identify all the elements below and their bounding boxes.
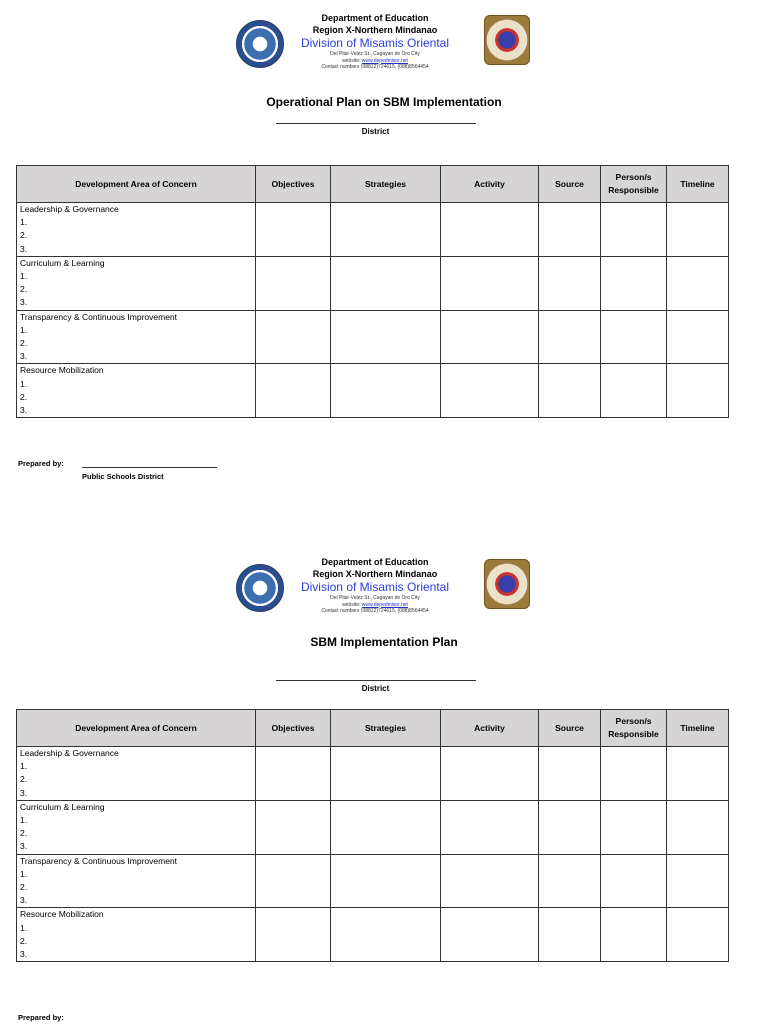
source-cell[interactable] [539,854,601,908]
col-header-responsible: Person/s Responsible [601,166,667,203]
district-blank-line[interactable] [276,680,476,681]
division-name: Division of Misamis Oriental [300,580,450,594]
list-item: 1. [20,922,28,933]
list-item: 3. [20,841,28,852]
list-item: 1. [20,324,28,335]
website-label: website: [342,57,361,64]
list-item: 3. [20,787,28,798]
responsible-cell[interactable] [601,800,667,854]
timeline-cell[interactable] [667,310,729,364]
area-cell[interactable] [17,364,256,418]
col-header-timeline: Timeline [667,710,729,747]
activity-cell[interactable] [441,747,539,801]
list-item: 1. [20,271,28,282]
letterhead-1 [0,12,768,74]
objectives-cell[interactable] [256,203,331,257]
timeline-cell[interactable] [667,908,729,962]
source-cell[interactable] [539,203,601,257]
col-header-source: Source [539,710,601,747]
col-header-objectives: Objectives [256,166,331,203]
area-cell[interactable] [17,854,256,908]
activity-cell[interactable] [441,908,539,962]
strategies-cell[interactable] [331,854,441,908]
objectives-cell[interactable] [256,800,331,854]
document-title: SBM Implementation Plan [310,635,458,649]
department-name: Department of Education [321,13,429,23]
strategies-cell[interactable] [331,310,441,364]
list-item: 3. [20,895,28,906]
letterhead-text [280,12,470,71]
strategies-cell[interactable] [331,908,441,962]
district-label: District [361,127,390,136]
region-name: Region X-Northern Mindanao [312,569,438,579]
table-row [17,364,729,418]
objectives-cell[interactable] [256,908,331,962]
list-item: 2. [20,391,28,402]
list-item: 2. [20,230,28,241]
contact-numbers: Contact numbers (08822)724615, (088)8564454 [321,64,429,70]
objectives-cell[interactable] [256,310,331,364]
area-cell[interactable] [17,908,256,962]
source-cell[interactable] [539,800,601,854]
table-row [17,908,729,962]
district-blank-line[interactable] [276,123,476,124]
col-header-strategies: Strategies [331,166,441,203]
col-header-strategies: Strategies [331,710,441,747]
strategies-cell[interactable] [331,747,441,801]
area-cell[interactable] [17,800,256,854]
objectives-cell[interactable] [256,854,331,908]
activity-cell[interactable] [441,203,539,257]
responsible-cell[interactable] [601,203,667,257]
division-name: Division of Misamis Oriental [300,36,450,50]
list-item: 3. [20,351,28,362]
area-cell[interactable] [17,310,256,364]
objectives-cell[interactable] [256,747,331,801]
col-header-responsible: Person/s Responsible [601,710,667,747]
list-item: 1. [20,378,28,389]
list-item: 1. [20,217,28,228]
col-header-source: Source [539,166,601,203]
timeline-cell[interactable] [667,203,729,257]
area-cell[interactable] [17,203,256,257]
source-cell[interactable] [539,364,601,418]
activity-cell[interactable] [441,364,539,418]
strategies-cell[interactable] [331,364,441,418]
address: Del Pilar-Velez St., Cagayan de Oro City [330,51,420,57]
area-cell[interactable] [17,256,256,310]
list-item: 1. [20,815,28,826]
list-item: 3. [20,405,28,416]
source-cell[interactable] [539,256,601,310]
letterhead-2 [0,556,768,618]
strategies-cell[interactable] [331,800,441,854]
responsible-cell[interactable] [601,364,667,418]
activity-cell[interactable] [441,256,539,310]
activity-cell[interactable] [441,800,539,854]
prepared-by-signature-line[interactable] [82,467,217,468]
col-header-area: Development Area of Concern [17,166,256,203]
list-item: 3. [20,297,28,308]
list-item: 1. [20,761,28,772]
activity-cell[interactable] [441,310,539,364]
col-header-objectives: Objectives [256,710,331,747]
area-title: Leadership & Governance [20,748,119,758]
website-link[interactable]: www.depedmisor.net [361,57,408,64]
objectives-cell[interactable] [256,256,331,310]
activity-cell[interactable] [441,854,539,908]
list-item: 2. [20,882,28,893]
deped-division-seal-icon [236,564,284,612]
list-item: 2. [20,774,28,785]
col-header-activity: Activity [441,710,539,747]
area-title: Resource Mobilization [20,909,104,920]
responsible-cell[interactable] [601,310,667,364]
table-header-row [17,166,729,203]
website-link[interactable]: www.depedmisor.net [361,601,408,608]
area-title: Transparency & Continuous Improvement [20,855,178,866]
area-cell[interactable] [17,747,256,801]
strategies-cell[interactable] [331,256,441,310]
col-header-activity: Activity [441,166,539,203]
list-item: 3. [20,949,28,960]
address: Del Pilar-Velez St., Cagayan de Oro City [330,595,420,601]
region-name: Region X-Northern Mindanao [312,25,438,35]
area-title: Transparency & Continuous Improvement [20,311,178,322]
kagawaran-seal-icon [484,559,530,609]
col-header-timeline: Timeline [667,166,729,203]
list-item: 2. [20,935,28,946]
list-item: 1. [20,868,28,879]
source-cell[interactable] [539,908,601,962]
responsible-cell[interactable] [601,854,667,908]
source-cell[interactable] [539,747,601,801]
table-row [17,854,729,908]
prepared-by-label: Prepared by: [18,459,64,468]
responsible-cell[interactable] [601,747,667,801]
timeline-cell[interactable] [667,854,729,908]
table-row [17,203,729,257]
deped-division-seal-icon [236,20,284,68]
list-item: 2. [20,284,28,295]
table-row [17,747,729,801]
table-row [17,800,729,854]
contact-numbers: Contact numbers (08822)724615, (088)8564454 [321,608,429,614]
timeline-cell[interactable] [667,747,729,801]
source-cell[interactable] [539,310,601,364]
timeline-cell[interactable] [667,256,729,310]
list-item: 3. [20,243,28,254]
area-title: Resource Mobilization [20,365,104,376]
col-header-area: Development Area of Concern [17,710,256,747]
timeline-cell[interactable] [667,800,729,854]
responsible-cell[interactable] [601,256,667,310]
kagawaran-seal-icon [484,15,530,65]
area-title: Curriculum & Learning [20,257,105,268]
document-title: Operational Plan on SBM Implementation [266,95,502,109]
strategies-cell[interactable] [331,203,441,257]
prepared-by-label: Prepared by: [18,1013,64,1022]
website-label: website: [342,601,361,608]
prepared-by-role: Public Schools District [82,472,164,481]
list-item: 2. [20,828,28,839]
objectives-cell[interactable] [256,364,331,418]
area-title: Curriculum & Learning [20,801,105,812]
department-name: Department of Education [321,557,429,567]
table-row [17,310,729,364]
district-label: District [361,684,390,693]
plan-table [16,709,729,962]
list-item: 2. [20,338,28,349]
table-row [17,256,729,310]
responsible-cell[interactable] [601,908,667,962]
plan-table [16,165,729,418]
table-header-row [17,710,729,747]
timeline-cell[interactable] [667,364,729,418]
area-title: Leadership & Governance [20,204,119,214]
letterhead-text [280,556,470,615]
